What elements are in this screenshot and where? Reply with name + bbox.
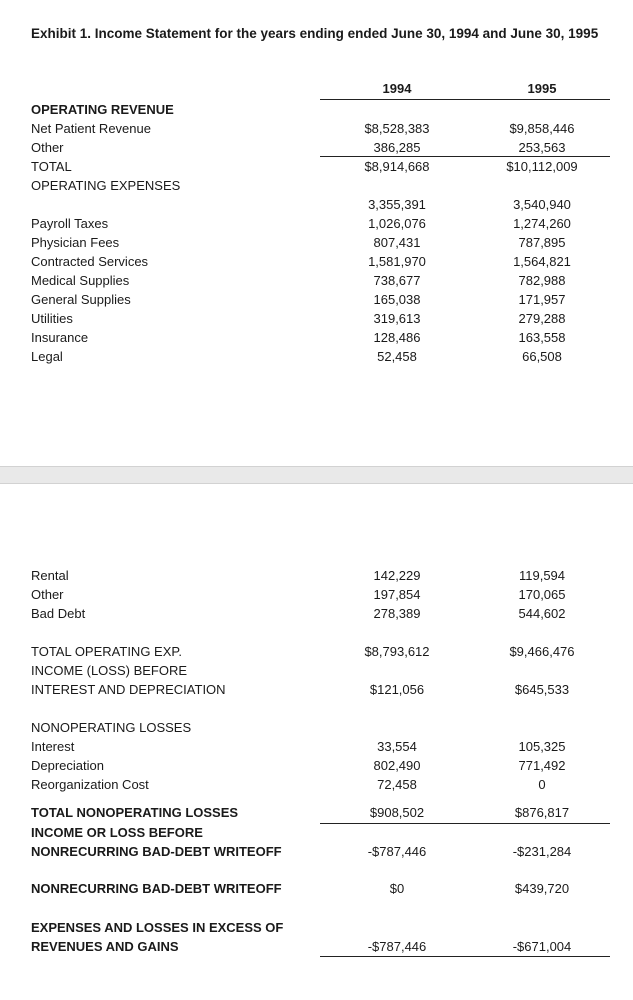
column-header-1995: 1995 — [527, 81, 557, 96]
value-1995: 170,065 — [518, 587, 566, 602]
row-label: Bad Debt — [31, 606, 86, 621]
row-label: INCOME (LOSS) BEFORE — [31, 663, 188, 678]
row-label: Reorganization Cost — [31, 777, 149, 792]
nonoperating-heading: NONOPERATING LOSSES — [31, 720, 192, 735]
value-1995: 782,988 — [518, 273, 566, 288]
value-1995: 1,564,821 — [513, 254, 571, 269]
row-label: Payroll Taxes — [31, 216, 109, 231]
operating-revenue-heading: OPERATING REVENUE — [31, 102, 174, 117]
value-1994: $8,793,612 — [364, 644, 430, 659]
value-1994: $8,528,383 — [364, 121, 430, 136]
value-1994: 165,038 — [373, 292, 421, 307]
value-1995: 544,602 — [518, 606, 566, 621]
value-1995: 253,563 — [518, 140, 566, 155]
subtotal-rule — [320, 156, 610, 157]
value-1995: $9,466,476 — [509, 644, 575, 659]
row-label: Physician Fees — [31, 235, 120, 250]
row-label: Legal — [31, 349, 63, 364]
value-1995: $9,858,446 — [509, 121, 575, 136]
value-1994: 319,613 — [373, 311, 421, 326]
subtotal-rule — [320, 823, 610, 824]
row-label: Rental — [31, 568, 69, 583]
row-label: TOTAL OPERATING EXP. — [31, 644, 182, 659]
row-label: Other — [31, 587, 64, 602]
value-1995: 163,558 — [518, 330, 566, 345]
row-label: Utilities — [31, 311, 73, 326]
value-1994: 197,854 — [373, 587, 421, 602]
row-label: NONRECURRING BAD-DEBT WRITEOFF — [31, 881, 282, 896]
row-label: TOTAL NONOPERATING LOSSES — [31, 805, 239, 820]
row-label: REVENUES AND GAINS — [31, 939, 179, 954]
value-1995: 771,492 — [518, 758, 566, 773]
row-label: NONRECURRING BAD-DEBT WRITEOFF — [31, 844, 282, 859]
value-1994: 807,431 — [373, 235, 421, 250]
value-1995: $10,112,009 — [506, 159, 578, 174]
value-1995: $645,533 — [514, 682, 570, 697]
value-1994: 33,554 — [377, 739, 417, 754]
value-1994: 738,677 — [373, 273, 421, 288]
value-1994: 52,458 — [377, 349, 417, 364]
row-label: Other — [31, 140, 64, 155]
row-label: TOTAL — [31, 159, 72, 174]
value-1995: $876,817 — [514, 805, 570, 820]
value-1995: 171,957 — [518, 292, 566, 307]
value-1994: 128,486 — [373, 330, 421, 345]
value-1994: -$787,446 — [367, 939, 427, 954]
value-1994: 1,026,076 — [368, 216, 426, 231]
page-break — [0, 466, 633, 484]
row-label: Net Patient Revenue — [31, 121, 151, 136]
value-1994: 278,389 — [373, 606, 421, 621]
value-1995: 119,594 — [518, 568, 566, 583]
value-1994: 3,355,391 — [368, 197, 426, 212]
value-1994: 802,490 — [373, 758, 421, 773]
value-1995: 279,288 — [518, 311, 566, 326]
value-1995: 3,540,940 — [513, 197, 571, 212]
row-label: Depreciation — [31, 758, 104, 773]
operating-expenses-heading: OPERATING EXPENSES — [31, 178, 181, 193]
total-rule — [320, 956, 610, 957]
value-1994: $8,914,668 — [364, 159, 430, 174]
value-1994: $0 — [389, 881, 405, 896]
row-label: INCOME OR LOSS BEFORE — [31, 825, 203, 840]
value-1994: 1,581,970 — [368, 254, 426, 269]
value-1995: -$671,004 — [512, 939, 572, 954]
value-1995: 105,325 — [518, 739, 566, 754]
value-1995: 66,508 — [522, 349, 562, 364]
header-rule — [320, 99, 610, 100]
value-1995: 1,274,260 — [513, 216, 571, 231]
row-label: Medical Supplies — [31, 273, 130, 288]
column-header-1994: 1994 — [382, 81, 412, 96]
value-1994: -$787,446 — [367, 844, 427, 859]
row-label: Contracted Services — [31, 254, 149, 269]
value-1995: -$231,284 — [512, 844, 572, 859]
row-label: Interest — [31, 739, 75, 754]
value-1994: $121,056 — [369, 682, 425, 697]
value-1994: 386,285 — [373, 140, 421, 155]
row-label: INTEREST AND DEPRECIATION — [31, 682, 226, 697]
value-1994: $908,502 — [369, 805, 425, 820]
value-1994: 72,458 — [377, 777, 417, 792]
row-label: General Supplies — [31, 292, 131, 307]
value-1994: 142,229 — [373, 568, 421, 583]
statement-title: Exhibit 1. Income Statement for the years ending ended June 30, 1994 and June 30, 1995 — [31, 26, 599, 41]
value-1995: 787,895 — [518, 235, 566, 250]
row-label: Insurance — [31, 330, 89, 345]
value-1995: 0 — [538, 777, 546, 792]
row-label: EXPENSES AND LOSSES IN EXCESS OF — [31, 920, 284, 935]
value-1995: $439,720 — [514, 881, 570, 896]
